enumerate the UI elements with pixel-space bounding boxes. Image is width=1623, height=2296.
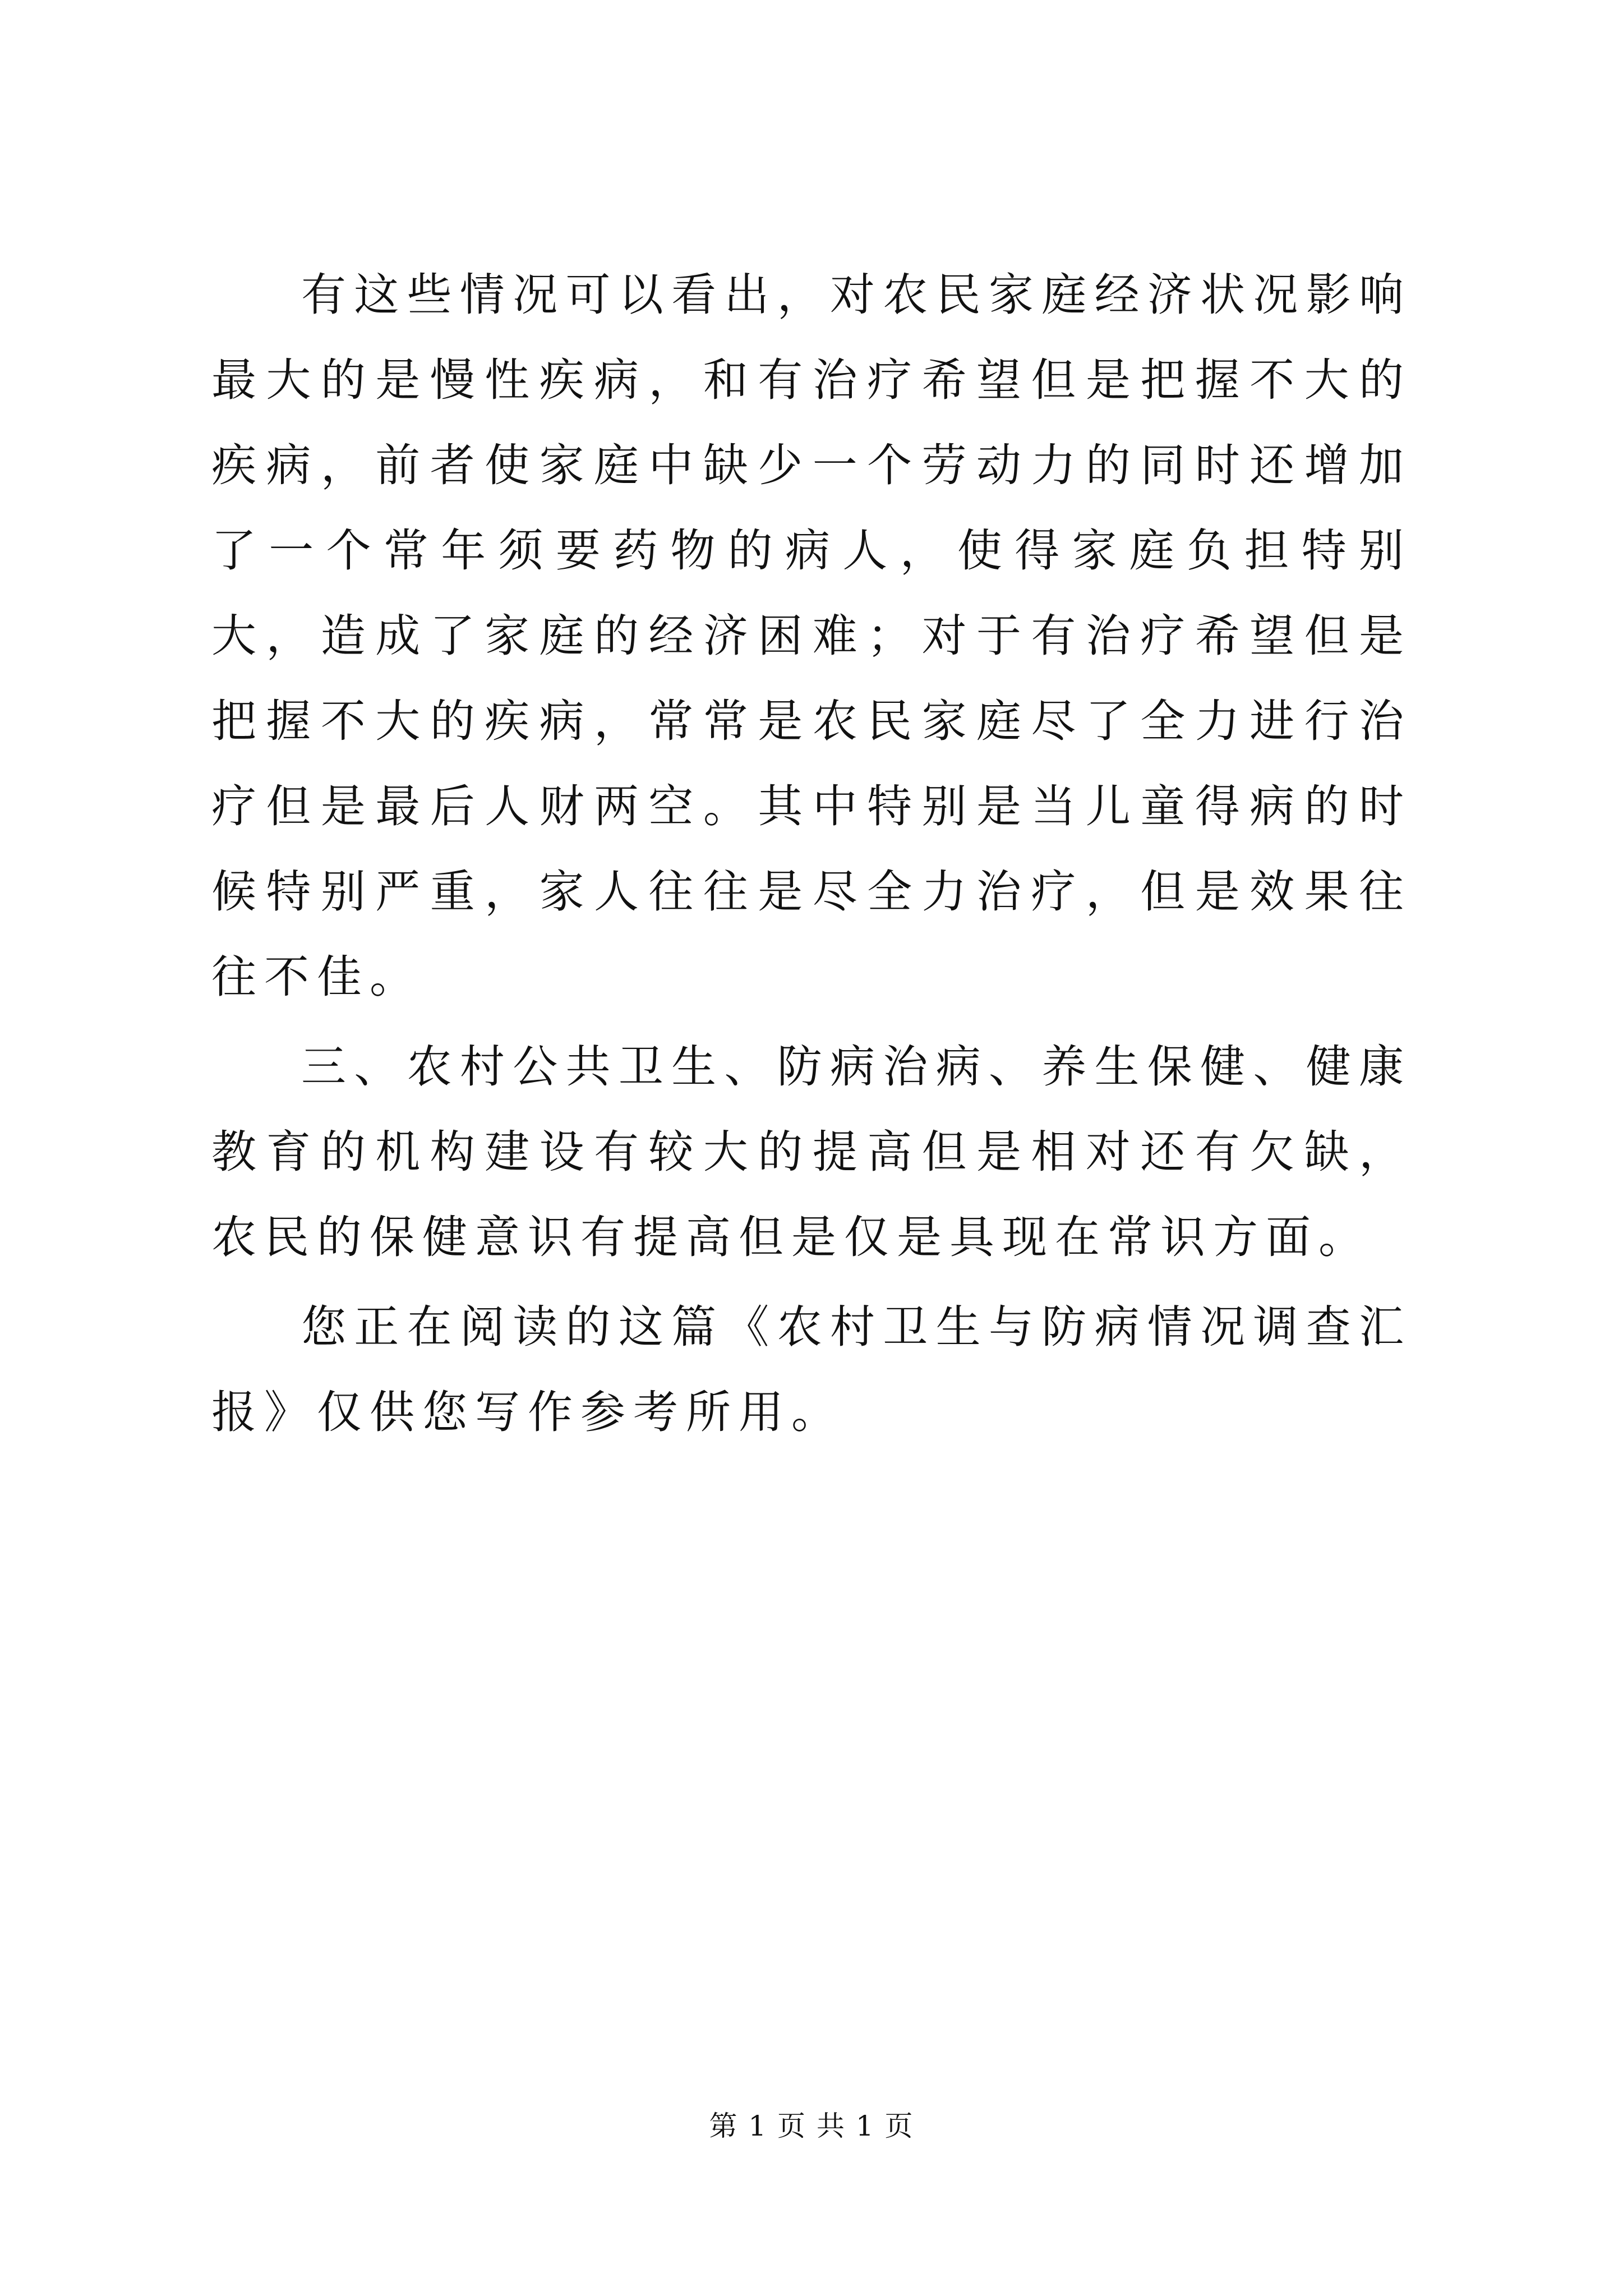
- paragraph-public-health-institutions: 三、农村公共卫生、防病治病、养生保健、健康教育的机构建设有较大的提高但是相对还有欠缺，农民的保健意识有提高但是仅是具现在常识方面。: [211, 1041, 1412, 1263]
- document-body: [211, 252, 1412, 1460]
- paragraph-reading-notice: 您正在阅读的这篇《农村卫生与防病情况调查汇报》仅供您写作参考所用。: [211, 1301, 1412, 1438]
- paragraph-rural-economy-impact: 有这些情况可以看出，对农民家庭经济状况影响最大的是慢性疾病，和有治疗希望但是把握不大的疾病，前者使家庭中缺少一个劳动力的同时还增加了一个常年须要药物的病人，使得家庭负担特别大，造成了家庭的经济困难；对于有治疗希望但是把握不大的疾病，常常是农民家庭尽了全力进行治疗但是最后人财两空。其中特别是当儿童得病的时候特别严重，家人往往是尽全力治疗，但是效果往往不佳。: [211, 269, 1412, 1003]
- page-footer: 第 1 页 共 1 页: [709, 2110, 914, 2142]
